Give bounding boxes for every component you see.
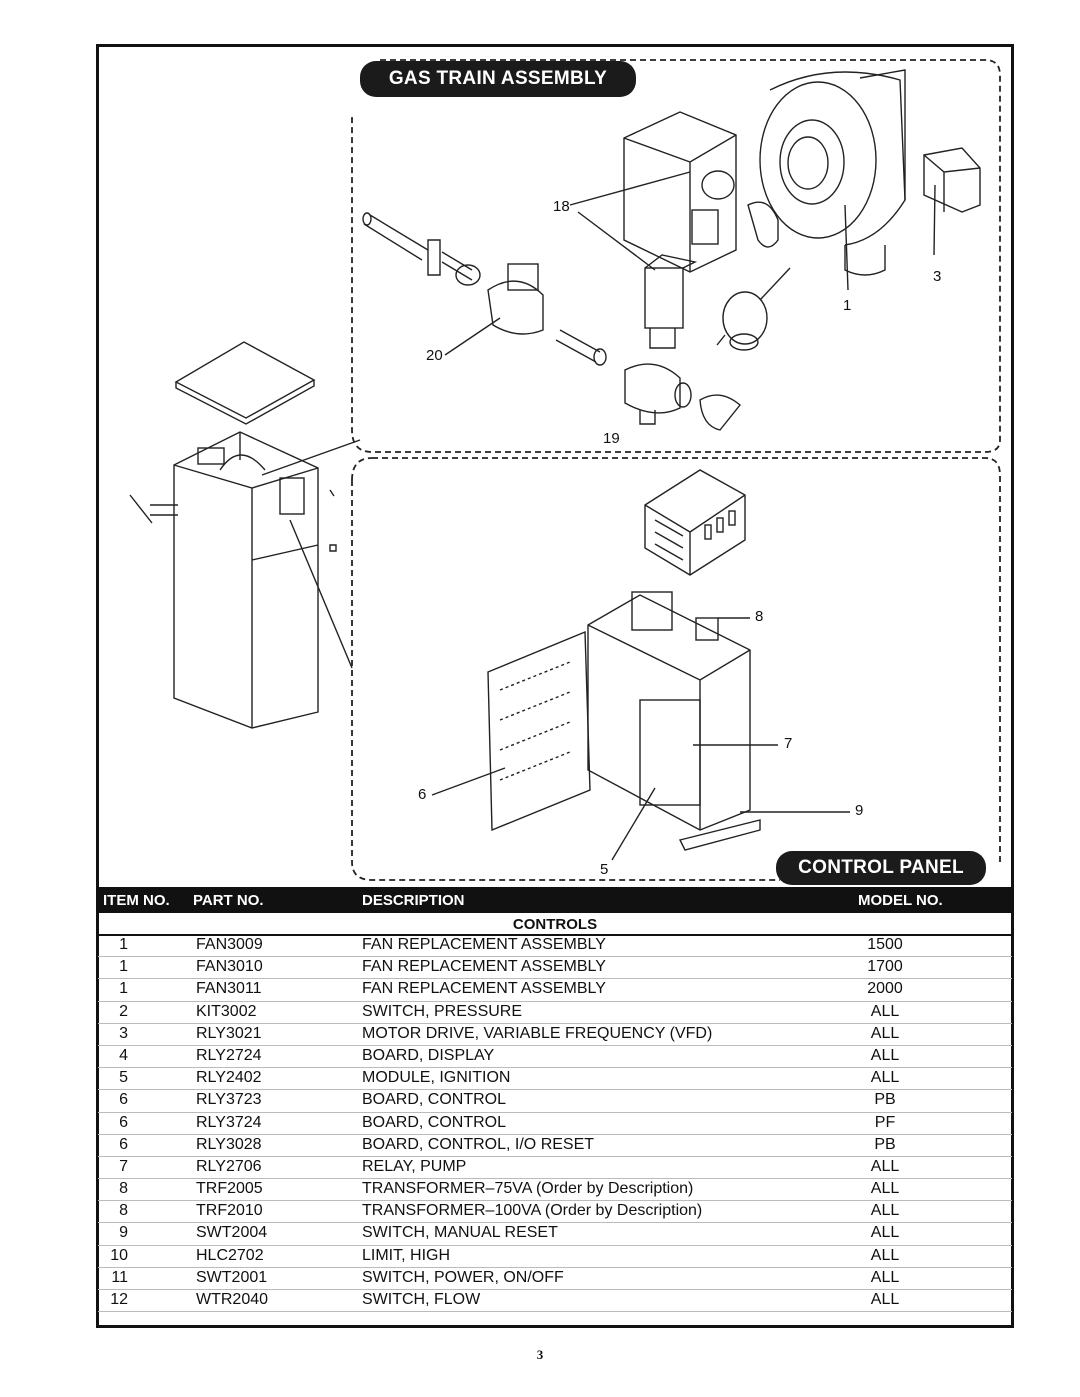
model-no-cell: ALL [870,1046,900,1064]
callout-6: 6 [418,786,427,803]
table-row [98,1179,1012,1201]
model-no-cell: ALL [870,1002,900,1020]
description-cell: BOARD, DISPLAY [362,1046,495,1064]
callout-8: 8 [755,608,764,625]
blower-assembly [760,70,905,290]
description-cell: SWITCH, PRESSURE [362,1002,523,1020]
model-no-cell: ALL [870,1202,900,1220]
part-no-cell: SWT2001 [196,1268,268,1286]
callout-5: 5 [600,861,609,878]
model-no-cell: 1500 [867,936,903,953]
header-description: DESCRIPTION [362,892,465,909]
description-cell: FAN REPLACEMENT ASSEMBLY [362,958,606,976]
item-no-cell: 6 [119,1113,128,1131]
table-row [98,1046,1012,1068]
item-no-cell: 1 [119,980,128,998]
model-no-cell: ALL [870,1246,900,1264]
description-cell: TRANSFORMER–100VA (Order by Description) [362,1202,703,1220]
table-row [98,979,1012,1001]
table-row [98,957,1012,979]
model-no-cell: 1700 [867,958,903,976]
table-row [98,1068,1012,1090]
description-cell: FAN REPLACEMENT ASSEMBLY [362,980,606,998]
item-no-cell: 6 [119,1135,128,1153]
ball-valve [717,268,790,350]
model-no-cell: PB [874,1091,896,1109]
item-no-cell: 4 [119,1046,128,1064]
callout-20: 20 [426,347,443,364]
item-no-cell: 5 [119,1069,128,1087]
model-no-cell: 2000 [867,980,903,998]
table-row [98,935,1012,957]
table-row [98,1002,1012,1024]
description-cell: TRANSFORMER–75VA (Order by Description) [362,1180,694,1198]
description-cell: RELAY, PUMP [362,1157,467,1175]
item-no-cell: 1 [119,958,128,976]
description-cell: FAN REPLACEMENT ASSEMBLY [362,936,606,953]
model-no-cell: ALL [870,1024,900,1042]
part-no-cell: RLY2724 [196,1046,262,1064]
description-cell: LIMIT, HIGH [362,1246,451,1264]
table-row [98,1201,1012,1223]
item-no-cell: 6 [119,1091,128,1109]
item-no-cell: 7 [119,1157,128,1175]
part-no-cell: FAN3010 [196,958,263,976]
item-no-cell: 2 [119,1002,128,1020]
callout-3: 3 [933,268,942,285]
description-cell: MODULE, IGNITION [362,1069,511,1087]
part-no-cell: TRF2010 [196,1202,263,1220]
table-row [98,1113,1012,1135]
model-no-cell: ALL [870,1291,900,1308]
panel-cover [645,470,745,575]
header-item-no: ITEM NO. [103,892,170,909]
part-no-cell: RLY3724 [196,1113,262,1131]
item-no-cell: 8 [119,1180,128,1198]
model-no-cell: ALL [870,1224,900,1242]
pipe-nipple [363,213,480,285]
header-model-no: MODEL NO. [858,892,943,909]
part-no-cell: RLY3723 [196,1091,262,1109]
model-no-cell: ALL [870,1069,900,1087]
table-row [98,1135,1012,1157]
group-heading-controls: CONTROLS [98,915,1012,936]
table-row [98,1024,1012,1046]
description-cell: SWITCH, MANUAL RESET [362,1224,558,1242]
item-no-cell: 9 [119,1224,128,1242]
boiler-cabinet [130,432,318,728]
model-no-cell: ALL [870,1157,900,1175]
model-no-cell: ALL [870,1180,900,1198]
item-no-cell: 10 [110,1246,128,1264]
model-no-cell: PB [874,1135,896,1153]
parts-table-header [98,887,1012,913]
part-no-cell: RLY3028 [196,1135,262,1153]
callout-1: 1 [843,297,852,314]
part-no-cell: RLY2402 [196,1069,262,1087]
part-no-cell: WTR2040 [196,1291,269,1308]
table-row [98,1157,1012,1179]
table-row [98,1246,1012,1268]
part-no-cell: KIT3002 [196,1002,257,1020]
part-no-cell: RLY3021 [196,1024,262,1042]
header-part-no: PART NO. [193,892,264,909]
item-no-cell: 12 [110,1291,128,1308]
callout-7: 7 [784,735,793,752]
table-row [98,1090,1012,1112]
callout-18: 18 [553,198,570,215]
part-no-cell: HLC2702 [196,1246,264,1264]
description-cell: SWITCH, FLOW [362,1291,481,1308]
regulator [625,364,691,424]
model-no-cell: ALL [870,1268,900,1286]
table-row [98,1290,1012,1312]
item-no-cell: 3 [119,1024,128,1042]
part-no-cell: SWT2004 [196,1224,268,1242]
pressure-switch [445,264,543,355]
item-no-cell: 1 [119,936,128,953]
description-cell: BOARD, CONTROL [362,1091,507,1109]
callout-9: 9 [855,802,864,819]
table-row [98,1223,1012,1245]
description-cell: MOTOR DRIVE, VARIABLE FREQUENCY (VFD) [362,1024,713,1042]
model-no-cell: PF [874,1113,896,1131]
control-board [432,632,590,830]
description-cell: SWITCH, POWER, ON/OFF [362,1268,564,1286]
callout-19: 19 [603,430,620,447]
vfd-module [924,148,980,255]
item-no-cell: 11 [111,1268,128,1286]
gas-valve [570,172,695,348]
gas-valve-housing [624,112,736,272]
page-number: 3 [536,1347,544,1362]
part-no-cell: FAN3011 [196,980,262,998]
part-no-cell: TRF2005 [196,1180,263,1198]
part-no-cell: FAN3009 [196,936,263,953]
description-cell: BOARD, CONTROL [362,1113,507,1131]
elbow-fitting-2 [700,395,740,430]
description-cell: BOARD, CONTROL, I/O RESET [362,1135,595,1153]
gas-train-assembly-title: GAS TRAIN ASSEMBLY [360,61,636,97]
cabinet-top-cover [176,342,314,418]
item-no-cell: 8 [119,1202,128,1220]
parts-table-body [98,935,1012,1312]
table-row [98,1268,1012,1290]
control-enclosure [588,592,850,860]
part-no-cell: RLY2706 [196,1157,262,1175]
control-panel-title: CONTROL PANEL [776,851,986,885]
